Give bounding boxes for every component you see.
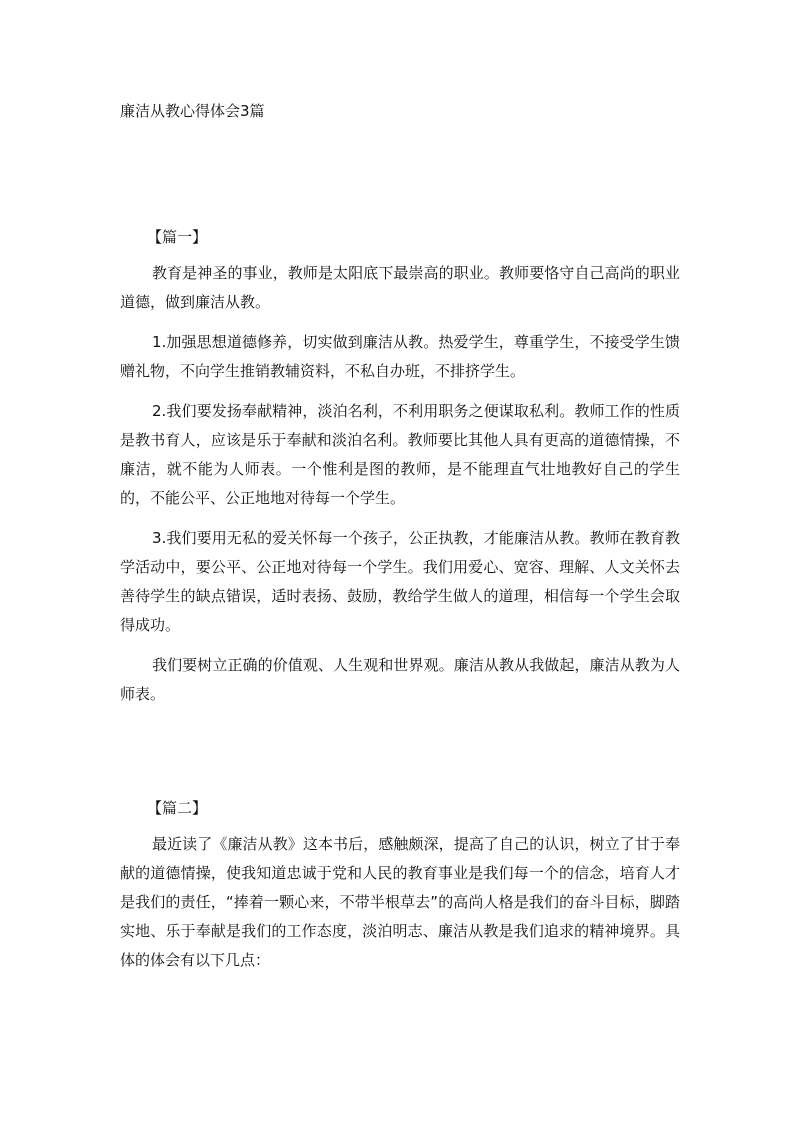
section-2	[120, 798, 680, 975]
paragraph: 教育是神圣的事业，教师是太阳底下最崇高的职业。教师要恪守自己高尚的职业道德，做到廉洁从教。	[120, 264, 680, 311]
document-title: 廉洁从教心得体会3篇	[120, 102, 265, 120]
paragraph: 2.我们要发扬奉献精神，淡泊名利，不利用职务之便谋取私利。教师工作的性质是教书育人，应该是乐于奉献和淡泊名利。教师要比其他人具有更高的道德情操，不廉洁，就不能为人师表。一个惟利是图的教师，是不能理直气壮地教好自己的学生的，不能公平、公正地地对待每一个学生。	[120, 402, 680, 507]
paragraph: 我们要树立正确的价值观、人生观和世界观。廉洁从教从我做起，廉洁从教为人师表。	[120, 656, 680, 703]
paragraph: 1.加强思想道德修养，切实做到廉洁从教。热爱学生，尊重学生，不接受学生馈赠礼物，不向学生推销教辅资料，不私自办班，不排挤学生。	[120, 333, 680, 380]
section-1	[120, 227, 680, 720]
paragraph: 最近读了《廉洁从教》这本书后，感触颇深，提高了自己的认识，树立了甘于奉献的道德情操，使我知道忠诚于党和人民的教育事业是我们每一个的信念，培育人才是我们的责任，“捧着一颗心来，不带半根草去”的高尚人格是我们的奋斗目标，脚踏实地、乐于奉献是我们的工作态度，淡泊明志、廉洁从教是我们追求的精神境界。具体的体会有以下几点：	[120, 835, 680, 969]
section-heading: 【篇一】	[147, 228, 208, 246]
section-heading: 【篇二】	[147, 799, 208, 817]
paragraph: 3.我们要用无私的爱关怀每一个孩子，公正执教，才能廉洁从教。教师在教育教学活动中，要公平、公正地对待每一个学生。我们用爱心、宽容、理解、人文关怀去善待学生的缺点错误，适时表扬、鼓励，教给学生做人的道理，相信每一个学生会取得成功。	[120, 529, 680, 634]
